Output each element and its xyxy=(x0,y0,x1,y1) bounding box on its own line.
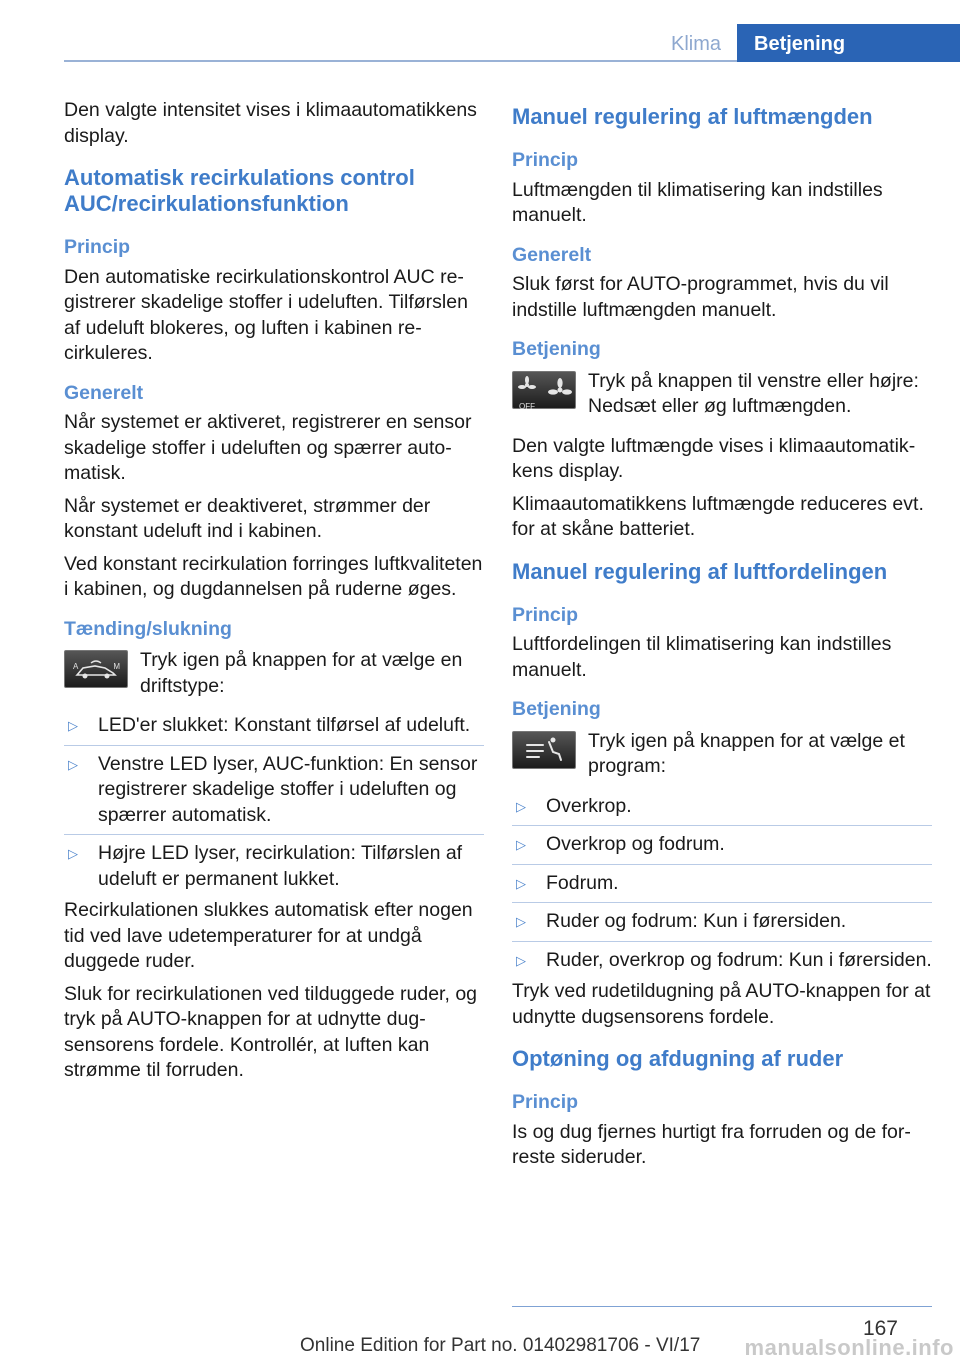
list-item: ▷ Overkrop. xyxy=(512,794,932,827)
right-column xyxy=(512,98,932,1178)
after-text-2: Sluk for recirkulationen ved tilduggede ruder, og tryk på AUTO-knappen for at udnytte dugsensorens fordele. Kontrollér, at luften kan strømme til forruden. xyxy=(64,982,478,1081)
s2-after-text: Tryk ved rudetildugning på AUTO-knappen for at udnytte dugsensorens fordele. xyxy=(512,980,931,1028)
heading-taending: Tænding/slukning xyxy=(64,617,232,640)
auc-icon-label-a: A xyxy=(73,662,79,671)
s1-text-2: Klimaautomatikkens luftmængde reduceres evt. for at skåne batteriet. xyxy=(512,492,924,540)
heading-princip: Princip xyxy=(512,603,579,626)
section-title-auc: Automatisk recirkulations control AUC/recirkulationsfunktion xyxy=(64,165,415,216)
section-title-luftmaengde: Manuel regulering af luftmængden xyxy=(512,104,873,129)
s1-text-1: Den valgte luftmængde vises i klimaautomatikkens display. xyxy=(512,434,916,482)
distribution-button-icon xyxy=(512,731,576,769)
generelt-text-2: Når systemet er deaktiveret, strømmer der konstant udeluft ind i kabinen. xyxy=(64,494,431,542)
triangle-bullet-icon: ▷ xyxy=(516,798,526,814)
distribution-button-row xyxy=(512,729,932,780)
footer-rule xyxy=(512,1306,932,1307)
list-item: ▷ Ruder, overkrop og fodrum: Kun i førersiden. xyxy=(512,948,932,974)
s3-princip-text: Is og dug fjernes hurtigt fra forruden og de forreste sideruder. xyxy=(512,1120,911,1168)
triangle-bullet-icon: ▷ xyxy=(516,875,526,891)
heading-betjening: Betjening xyxy=(512,338,601,360)
fan-button-row xyxy=(512,369,932,420)
watermark: manualsonline.info xyxy=(744,1335,954,1360)
list-item: ▷ Højre LED lyser, recirkulation: Tilførslen af udeluft er permanent lukket. xyxy=(68,842,463,890)
triangle-bullet-icon: ▷ xyxy=(516,914,526,929)
list-item: ▷ Fodrum. xyxy=(512,871,932,904)
list-item: ▷ LED'er slukket: Konstant tilførsel af udeluft. xyxy=(64,713,484,746)
air-distribution-icon xyxy=(513,732,575,768)
tab-klima[interactable]: Klima xyxy=(670,33,721,55)
heading-princip: Princip xyxy=(512,149,579,171)
after-text-1: Recirkulationen slukkes automatisk efter nogen tid ved lave udetemperaturer for at undgå duggede ruder. xyxy=(64,899,473,972)
heading-princip: Princip xyxy=(512,1091,579,1113)
generelt-text-3: Ved konstant recirkulation forringes luftkvaliteten i kabinen, og dugdannelsen på ruderne øges. xyxy=(64,552,483,600)
tab-betjening[interactable]: Betjening xyxy=(737,24,960,62)
heading-betjening: Betjening xyxy=(512,698,601,720)
left-column xyxy=(64,98,484,1091)
distribution-button-text: Tryk igen på knappen for at vælge et program: xyxy=(588,729,905,777)
triangle-bullet-icon: ▷ xyxy=(68,756,78,772)
generelt-text-1: Når systemet er aktiveret, registrerer en sensor skadelige stoffer i udeluften og spærrer automatisk. xyxy=(64,411,472,484)
heading-generelt: Generelt xyxy=(512,243,592,266)
princip-text: Den automatiske recirkulationskontrol AUC registrerer skadelige stoffer i udeluften. Tilførslen af udeluft blokeres, og luften i kabinen recirkuleres. xyxy=(64,265,468,364)
auc-button-row xyxy=(64,648,484,699)
list-item: ▷ Overkrop og fodrum. xyxy=(512,832,932,865)
triangle-bullet-icon: ▷ xyxy=(68,846,78,861)
list-item: ▷ Venstre LED lyser, AUC-funktion: En sensor registrerer skadelige stoffer i udeluften og spærrer automatisk. xyxy=(64,752,484,836)
s1-generelt-text: Sluk først for AUTO-programmet, hvis du vil indstille luftmængden manuelt. xyxy=(512,273,889,321)
auc-button-icon xyxy=(64,650,128,688)
heading-generelt: Generelt xyxy=(64,381,144,404)
auc-mode-list xyxy=(64,713,484,892)
intro-paragraph: Den valgte intensitet vises i klimaautomatikkens display. xyxy=(64,99,477,147)
triangle-bullet-icon: ▷ xyxy=(68,718,78,733)
section-title-luftfordeling: Manuel regulering af luftfordelingen xyxy=(512,558,888,584)
list-item: ▷ Ruder og fodrum: Kun i førersiden. xyxy=(512,909,932,942)
car-recirculation-icon xyxy=(65,651,127,687)
fan-button-text: Tryk på knappen til venstre eller højre: Nedsæt eller øg luftmængden. xyxy=(588,369,919,417)
fan-button-icon xyxy=(512,371,576,409)
distribution-program-list xyxy=(512,794,932,974)
page-number: 167 xyxy=(862,1317,898,1340)
auc-button-text: Tryk igen på knappen for at vælge en driftstype: xyxy=(140,649,463,697)
s2-princip-text: Luftfordelingen til klimatisering kan indstilles manuelt. xyxy=(512,633,892,681)
heading-princip: Princip xyxy=(64,236,131,258)
edition-text: Online Edition for Part no. 01402981706 - VI/17 xyxy=(300,1335,701,1356)
section-title-optoning: Optøning og afdugning af ruder xyxy=(512,1046,844,1071)
triangle-bullet-icon: ▷ xyxy=(516,952,526,968)
fan-icon xyxy=(513,372,575,408)
s1-princip-text: Luftmængden til klimatisering kan indstilles manuelt. xyxy=(512,178,883,226)
fan-icon-off-label: OFF xyxy=(519,401,535,411)
triangle-bullet-icon: ▷ xyxy=(516,837,526,852)
auc-icon-label-m: M xyxy=(113,662,120,671)
